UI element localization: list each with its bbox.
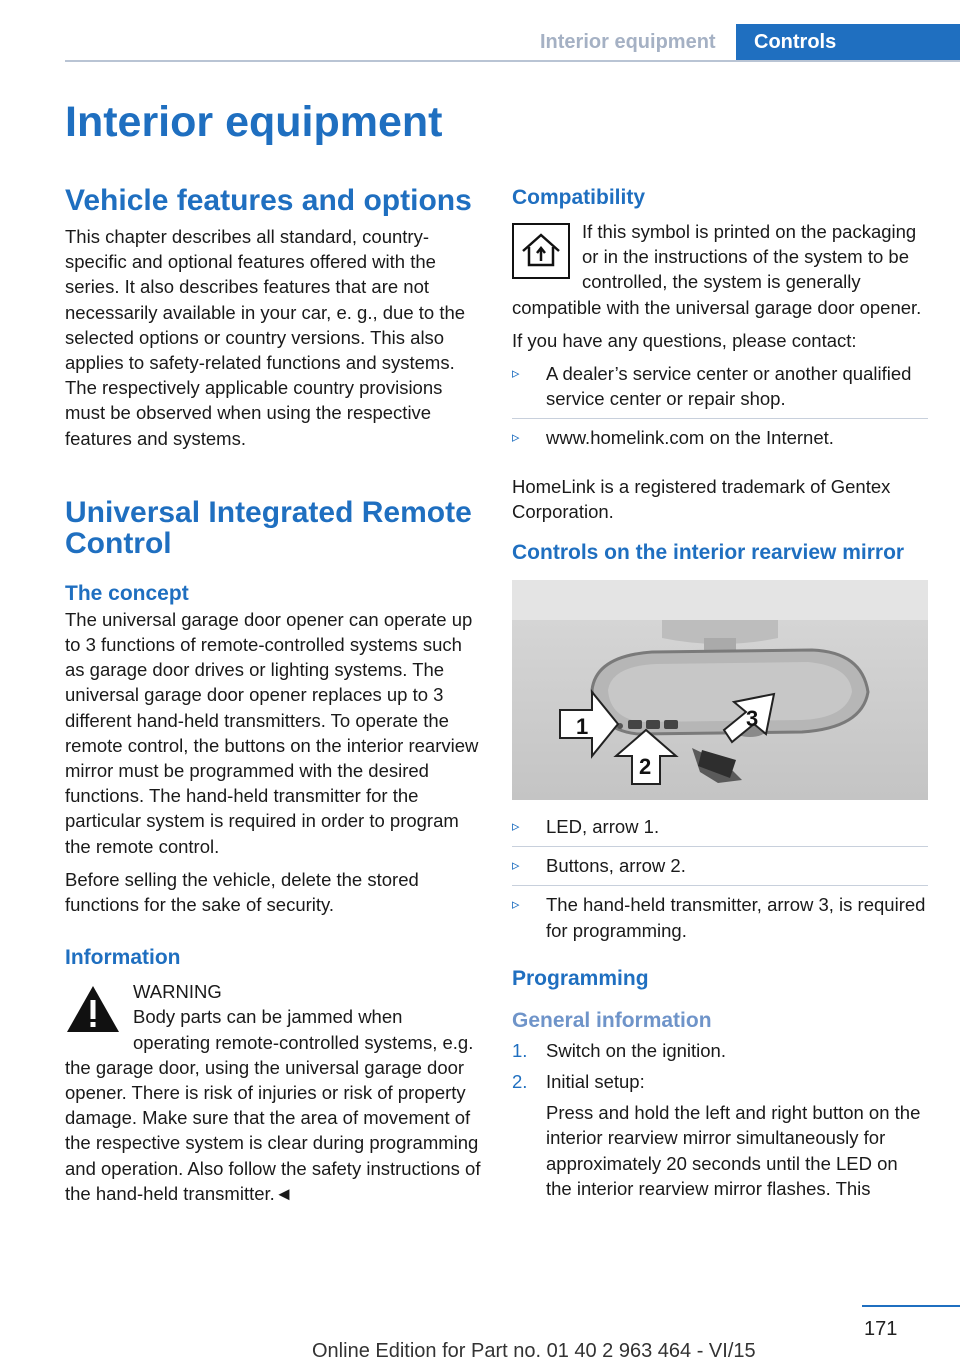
rearview-mirror-figure	[512, 580, 928, 800]
warning-text: Body parts can be jammed when operating remote-controlled systems, e.g. the garage door, using the universal garage door opener. There is risk of injuries or risk of property damage. Make sure that the area of movement of the respective system is clear during programming and operation. Also follow the safety instructions of the hand-held transmitter.◄	[65, 1006, 481, 1204]
header-divider	[65, 60, 960, 62]
edition-footer: Online Edition for Part no. 01 40 2 963 464 - VI/15	[312, 1340, 756, 1362]
list-item: ▹ Buttons, arrow 2.	[512, 853, 928, 886]
step-text: Switch on the ignition.	[546, 1039, 726, 1061]
list-item: ▹ The hand-held transmitter, arrow 3, is required for programming.	[512, 892, 928, 949]
list-item: ▹ A dealer’s service center or another qualified service center or repair shop.	[512, 361, 928, 419]
paragraph-trademark: HomeLink is a registered trademark of Gentex Corporation.	[512, 475, 891, 522]
right-column	[512, 185, 928, 1207]
left-column	[65, 185, 481, 1206]
list-item: ▹ www.homelink.com on the Internet.	[512, 425, 928, 457]
header-section-title: Interior equipment	[540, 31, 716, 53]
list-item: ▹ LED, arrow 1.	[512, 814, 928, 847]
header-tab-controls[interactable]: Controls	[736, 24, 960, 62]
heading-controls-mirror: Controls on the interior rearview mirror	[512, 541, 905, 565]
heading-compatibility: Compatibility	[512, 186, 646, 209]
controls-list	[512, 814, 928, 950]
page-number: 171	[864, 1318, 898, 1340]
step-2-detail: Press and hold the left and right button on the interior rearview mirror simultaneously for approximately 20 seconds until the LED on the interior rearview mirror flashes. This	[546, 1102, 921, 1199]
footer-divider	[862, 1305, 960, 1307]
heading-uirc: Universal Integrated Remote Control	[65, 495, 472, 560]
paragraph-selling: Before selling the vehicle, delete the stored functions for the sake of security.	[65, 868, 419, 916]
figure-label-3: 3	[746, 706, 759, 732]
list-item	[512, 1038, 928, 1063]
figure-label-1: 1	[576, 714, 589, 740]
warning-block	[65, 979, 481, 1206]
page-title: Interior equipment	[65, 98, 443, 146]
garage-compatibility-icon	[512, 223, 570, 279]
paragraph-questions: If you have any questions, please contact:	[512, 329, 857, 351]
paragraph-compatibility: If this symbol is printed on the packaging or in the instructions of the system to be controlled, the system is generally compatible with the universal garage door opener.	[512, 221, 922, 318]
programming-steps	[512, 1038, 928, 1201]
step-number: 1.	[512, 1039, 528, 1061]
paragraph-features: This chapter describes all standard, country-specific and optional features offered with the series. It also describes features that are not necessarily available in your car, e. g., due to the selected options or country versions. This also applies to safety-related functions and systems. The respectively applicable country provisions must be observed when using the respective features and systems.	[65, 226, 466, 449]
heading-information: Information	[65, 946, 181, 970]
warning-label: WARNING	[133, 981, 222, 1003]
step-text: Initial setup:	[546, 1071, 645, 1093]
compatibility-block	[512, 219, 928, 320]
step-number: 2.	[512, 1071, 528, 1093]
heading-programming: Programming	[512, 966, 649, 990]
heading-vehicle-features: Vehicle features and options	[65, 184, 472, 217]
list-item	[512, 1069, 928, 1201]
heading-concept: The concept	[65, 581, 189, 605]
paragraph-concept: The universal garage door opener can operate up to 3 functions of remote-controlled systems such as garage door drives or lighting systems. The universal garage door opener replaces up to 3 different hand-held transmitters. To operate the remote control, the buttons on the interior rearview mirror must be programmed with the desired functions. The hand-held transmitter for the particular system is required in order to program the remote control.	[65, 608, 479, 857]
contact-list	[512, 361, 928, 458]
warning-icon	[65, 983, 121, 1035]
figure-label-2: 2	[639, 754, 652, 780]
heading-general-information: General information	[512, 1008, 712, 1032]
